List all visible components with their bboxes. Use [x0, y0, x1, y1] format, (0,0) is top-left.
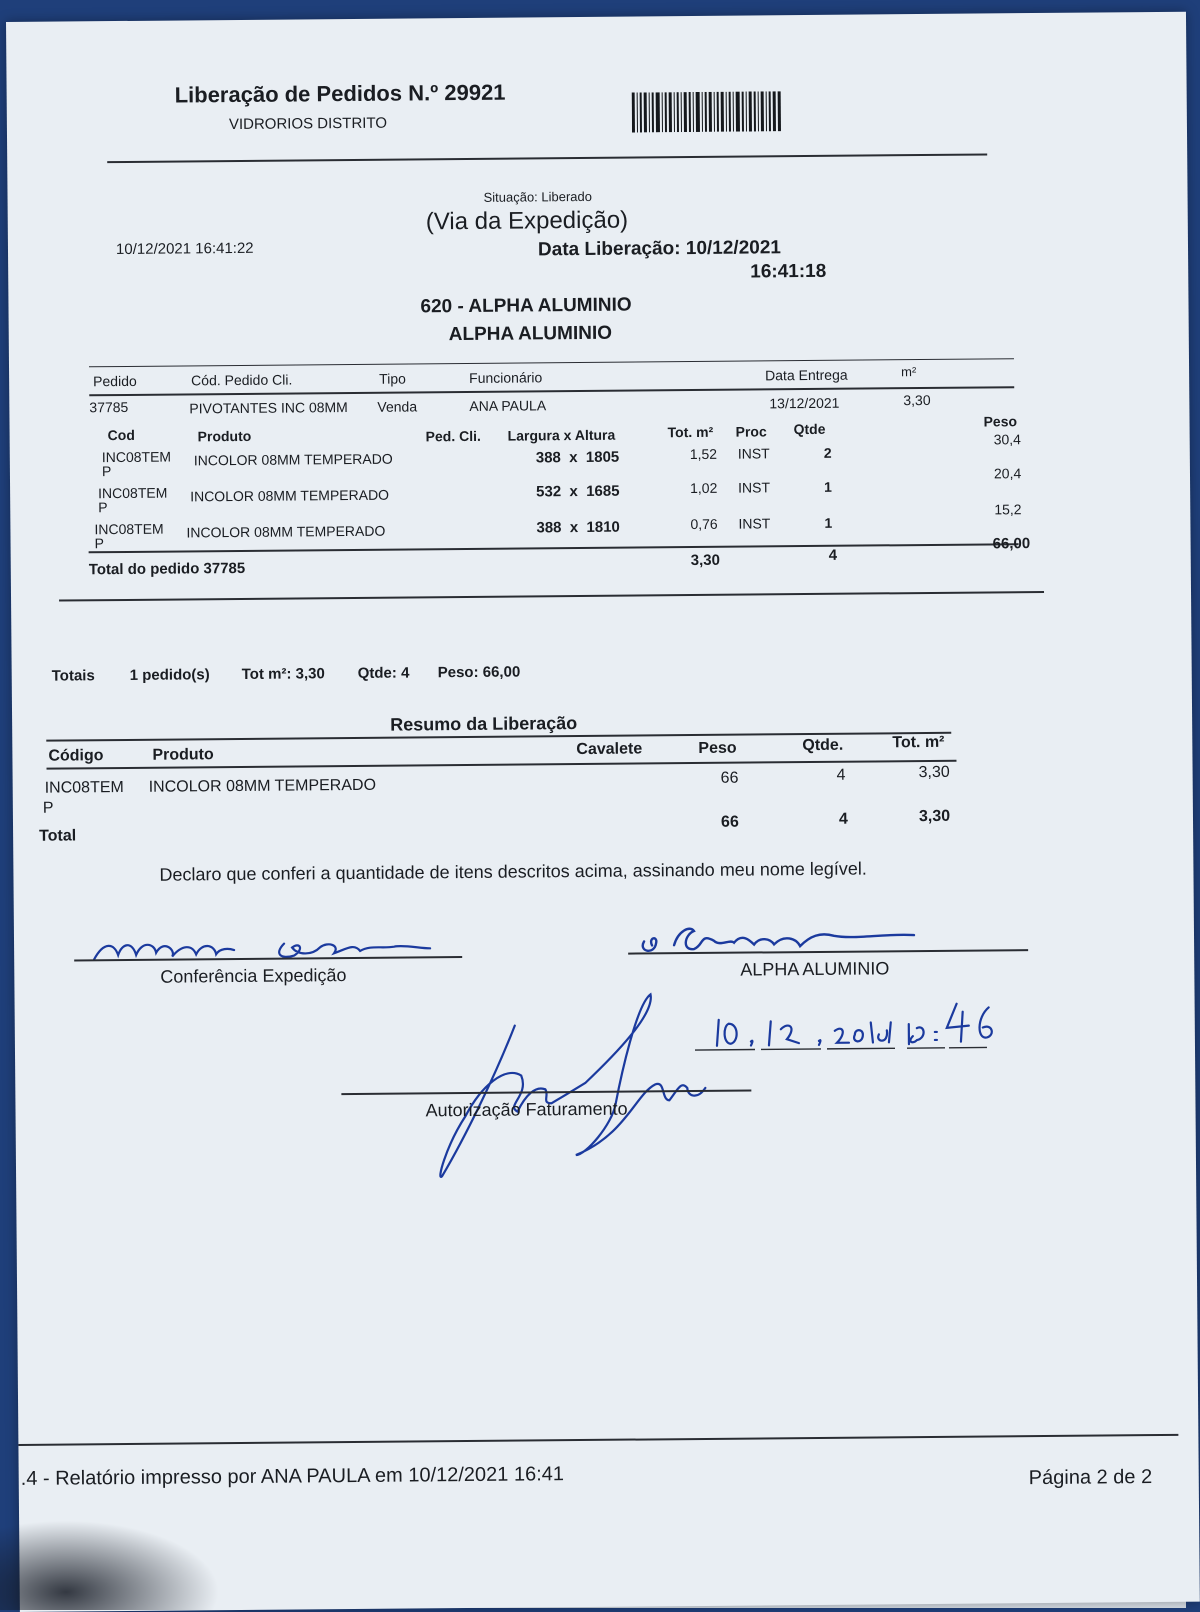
item-2-cod-suffix: P — [98, 499, 107, 515]
document-title: Liberação de Pedidos N.º 29921 — [175, 80, 506, 109]
summary-title: Resumo da Liberação — [390, 713, 577, 736]
col-m2: m² — [901, 364, 916, 379]
col-tipo: Tipo — [379, 371, 406, 387]
item-3-dims: 388 x 1810 — [536, 519, 620, 537]
item-col-ped-cli: Ped. Cli. — [426, 428, 481, 444]
item-3-produto: INCOLOR 08MM TEMPERADO — [186, 523, 385, 541]
item-3-cod: INC08TEM — [94, 521, 163, 538]
summary-row-produto: INCOLOR 08MM TEMPERADO — [149, 777, 376, 797]
summary-col-cavalete: Cavalete — [576, 740, 642, 759]
item-2-dims: 532 x 1685 — [536, 483, 620, 501]
printed-datetime: 10/12/2021 16:41:22 — [116, 240, 254, 258]
client-name: ALPHA ALUMINIO — [449, 323, 612, 346]
summary-col-produto: Produto — [152, 746, 213, 765]
item-3-proc: INST — [738, 515, 770, 531]
item-col-tot-m2: Tot. m² — [668, 424, 714, 440]
item-1-peso: 30,4 — [994, 431, 1021, 447]
item-col-produto: Produto — [198, 428, 252, 444]
item-1-produto: INCOLOR 08MM TEMPERADO — [194, 451, 393, 469]
totals-label: Totais — [52, 667, 95, 684]
totals-qtde: Qtde: 4 — [358, 665, 410, 682]
company-name: VIDRORIOS DISTRITO — [229, 115, 387, 133]
summary-total-qtde: 4 — [839, 811, 848, 829]
via-label: (Via da Expedição) — [426, 207, 629, 237]
item-2-cod: INC08TEM — [98, 485, 167, 502]
summary-total-label: Total — [39, 827, 76, 845]
col-funcionario: Funcionário — [469, 369, 542, 386]
order-section-end-rule — [59, 591, 1044, 602]
item-1-cod-suffix: P — [102, 463, 111, 479]
footer-rule — [18, 1434, 1178, 1446]
order-pedido: 37785 — [89, 399, 128, 415]
order-total-rule — [89, 543, 1019, 553]
item-2-proc: INST — [738, 479, 770, 495]
barcode — [632, 91, 782, 132]
order-total-label: Total do pedido 37785 — [89, 560, 246, 578]
item-col-peso: Peso — [983, 413, 1017, 429]
item-2-tot-m2: 1,02 — [690, 480, 717, 496]
summary-col-peso: Peso — [698, 740, 736, 758]
summary-row-codigo: INC08TEM — [45, 779, 124, 798]
summary-total-peso: 66 — [721, 814, 739, 832]
summary-row-qtde: 4 — [837, 767, 846, 785]
item-2-qtde: 1 — [824, 479, 832, 495]
order-total-peso: 66,00 — [993, 535, 1031, 552]
order-cod-pedido-cli: PIVOTANTES INC 08MM — [189, 399, 348, 416]
item-3-qtde: 1 — [824, 515, 832, 531]
client-code-name: 620 - ALPHA ALUMINIO — [420, 295, 631, 319]
col-pedido: Pedido — [93, 373, 137, 389]
item-3-tot-m2: 0,76 — [690, 516, 717, 532]
summary-row-peso: 66 — [721, 770, 739, 788]
footer-printed-by: .4 - Relatório impresso por ANA PAULA em 10/12/2021 16:41 — [21, 1463, 564, 1491]
item-col-proc: Proc — [736, 423, 767, 439]
totals-peso: Peso: 66,00 — [438, 664, 521, 682]
col-data-entrega: Data Entrega — [765, 367, 848, 384]
release-date: Data Liberação: 10/12/2021 — [538, 237, 781, 261]
item-2-peso: 20,4 — [994, 465, 1021, 481]
item-1-qtde: 2 — [824, 445, 832, 461]
item-col-qtde: Qtde — [794, 421, 826, 437]
item-1-proc: INST — [738, 445, 770, 461]
order-funcionario: ANA PAULA — [469, 397, 546, 414]
totals-tot-m2: Tot m²: 3,30 — [242, 665, 325, 683]
item-col-largura-altura: Largura x Altura — [508, 427, 616, 444]
signature-label-alpha: ALPHA ALUMINIO — [740, 958, 889, 980]
header-divider — [107, 153, 987, 163]
order-total-qtde: 4 — [829, 547, 837, 564]
document-page — [6, 12, 1200, 1612]
col-cod-pedido-cli: Cód. Pedido Cli. — [191, 372, 292, 389]
signature-label-faturamento: Autorização Faturamento — [425, 1099, 627, 1122]
summary-col-codigo: Código — [48, 747, 103, 765]
summary-row-codigo-suffix: P — [43, 800, 54, 818]
item-3-cod-suffix: P — [94, 535, 103, 551]
summary-row-tot-m2: 3,30 — [919, 764, 950, 782]
order-data-entrega: 13/12/2021 — [769, 395, 839, 412]
declaration-text: Declaro que conferi a quantidade de itens descritos acima, assinando meu nome legível. — [159, 859, 867, 886]
summary-col-qtde: Qtde. — [802, 737, 843, 755]
order-total-m2: 3,30 — [691, 552, 720, 569]
handwritten-date-time — [695, 993, 1026, 1061]
release-time: 16:41:18 — [750, 261, 826, 284]
totals-pedidos: 1 pedido(s) — [130, 666, 210, 684]
order-tipo: Venda — [377, 398, 417, 414]
summary-total-tot-m2: 3,30 — [919, 808, 950, 826]
order-table-top-rule — [89, 358, 1014, 367]
summary-col-tot-m2: Tot. m² — [892, 734, 944, 752]
item-col-cod: Cod — [108, 427, 135, 443]
signature-label-conferencia: Conferência Expedição — [160, 965, 346, 988]
item-1-cod: INC08TEM — [102, 449, 171, 466]
item-3-peso: 15,2 — [994, 501, 1021, 517]
finger-shadow — [0, 1520, 220, 1610]
status-text: Situação: Liberado — [483, 189, 592, 205]
item-2-produto: INCOLOR 08MM TEMPERADO — [190, 487, 389, 505]
item-1-tot-m2: 1,52 — [690, 446, 717, 462]
order-m2: 3,30 — [903, 392, 930, 408]
footer-page-number: Página 2 de 2 — [1029, 1466, 1153, 1490]
item-1-dims: 388 x 1805 — [536, 449, 620, 467]
